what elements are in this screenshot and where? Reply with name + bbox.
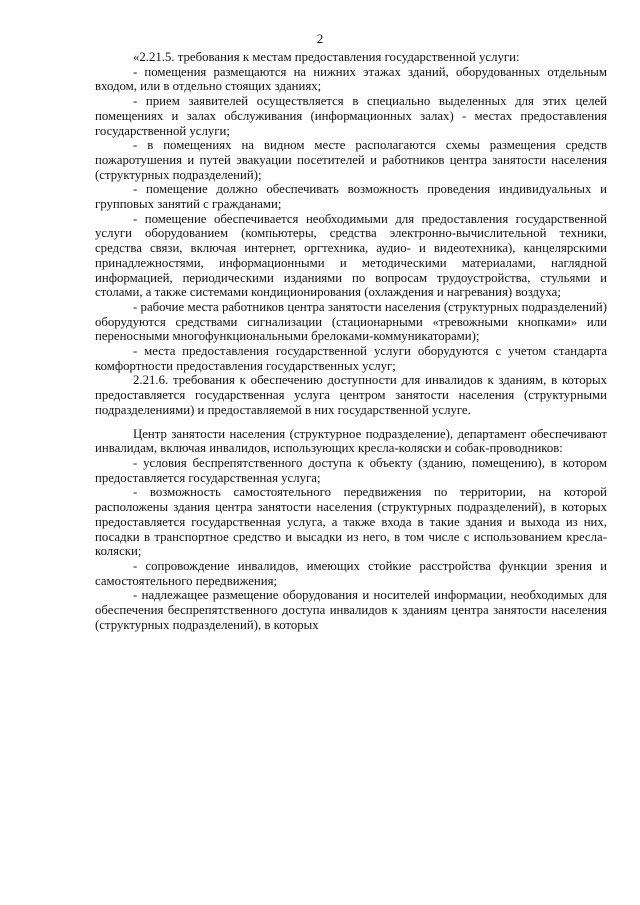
paragraph-independent-movement: - возможность самостоятельного передвижения по территории, на которой расположены здания центра занятости населения (структурных подразделений), в которых предоставляется государственная услуга, а также входа в такие здания и выхода из них, посадки в транспортное средство и высадки из него, в том числе с использованием кресла-коляски; (95, 485, 607, 559)
paragraph-employment-center-obligations: Центр занятости населения (структурное подразделение), департамент обеспечивают инвалидам, включая инвалидов, использующих кресла-коляски и собак-проводников: (95, 426, 607, 456)
paragraph-2-21-6-accessibility: 2.21.6. требования к обеспечению доступности для инвалидов к зданиям, в которых предоставляется государственная услуга центром занятости населения (структурными подразделениями) и предоставляемой в них государственной услуге. (95, 373, 607, 417)
paragraph-equipment-placement: - надлежащее размещение оборудования и носителей информации, необходимых для обеспечения беспрепятственного доступа инвалидов к зданиям центра занятости населения (структурных подразделений), в которых (95, 588, 607, 632)
paragraph-reception-halls: - прием заявителей осуществляется в специально выделенных для этих целей помещениях и залах обслуживания (информационных залах) - местах предоставления государственной услуги; (95, 94, 607, 138)
document-body (95, 50, 607, 632)
paragraph-barrier-free-access: - условия беспрепятственного доступа к объекту (зданию, помещению), в котором предоставляется государственная услуга; (95, 455, 607, 485)
paragraph-group-sessions: - помещение должно обеспечивать возможность проведения индивидуальных и групповых занятий с гражданами; (95, 182, 607, 212)
paragraph-comfort-standard: - места предоставления государственной услуги оборудуются с учетом стандарта комфортности предоставления государственных услуг; (95, 344, 607, 373)
paragraph-equipment: - помещение обеспечивается необходимыми для предоставления государственной услуги оборудованием (компьютеры, средства электронно-вычислительной техники, средства связи, включая интернет, оргтехника, аудио- и видеотехника), канцелярскими принадлежностями, информационными и методическими материалами, наглядной информацией, периодическими изданиями по вопросам трудоустройства, стульями и столами, а также системами кондиционирования (охлаждения и нагревания) воздуха; (95, 211, 607, 300)
paragraph-2-21-5-heading: «2.21.5. требования к местам предоставления государственной услуги: (133, 50, 520, 64)
paragraph-alarm-systems: - рабочие места работников центра занятости населения (структурных подразделений) оборудуются средствами сигнализации (стационарными «тревожными кнопками» или переносными многофункциональными брелоками-коммуникаторами); (95, 299, 607, 344)
paragraph-evacuation-schemes: - в помещениях на видном месте располагаются схемы размещения средств пожаротушения и путей эвакуации посетителей и работников центра занятости населения (структурных подразделений); (95, 138, 607, 182)
page-number: 2 (316, 31, 324, 46)
paragraph-escort: - сопровождение инвалидов, имеющих стойкие расстройства функции зрения и самостоятельного передвижения; (95, 558, 607, 588)
paragraph-lower-floors: - помещения размещаются на нижних этажах зданий, оборудованных отдельным входом, или в отдельно стоящих зданиях; (95, 64, 607, 94)
